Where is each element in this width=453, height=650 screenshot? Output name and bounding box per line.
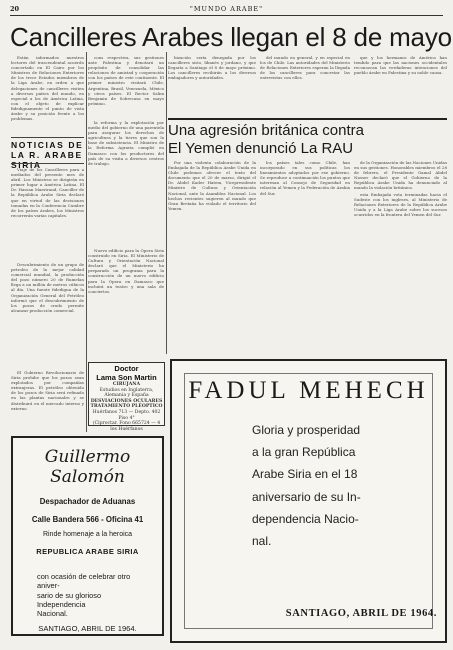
salomon-ad-body-2: sario de su glorioso Independencia — [37, 590, 102, 609]
article-column-11: Viaje de los Cancilleres para a mediados del presente mes de abril. Los Ministros se dirigirán en primer lugar a América Latina. El Dr. Hassan Marstrand, Canciller de la República Arabe Siria declaró que en virtud de las decisiones tomadas en la Conferencia Cumbre de los países árabes, los Ministros recorrerán varias capitales. — [11, 167, 84, 218]
doctor-ad-line: CIRUJANA — [112, 382, 141, 387]
page-number: 20 — [10, 5, 20, 13]
main-headline: Cancilleres Arabes llegan el 8 de mayo — [10, 22, 452, 52]
doctor-ad-line: Alemania y España — [104, 393, 149, 399]
article-column-5: del mundo en general, y en especial en los de Chile. Las autoridades del Ministerio de Relaciones Exteriores esperan la llegada de los cancilleres para concretar las entrevistas con ellos. — [260, 55, 350, 81]
doctor-ad-line: Estudios en Inglaterra, — [99, 387, 154, 393]
fadul-ad-line: aniversario de su In- — [252, 489, 361, 504]
doctor-ad-line: TRATAMIENTO PLÉOPTICO — [90, 404, 163, 410]
fadul-ad-date: SANTIAGO, ABRIL DE 1964. — [285, 608, 437, 619]
article-column-3: la reforma y la explotación por medio del gobierno de una parentela para asegurar los derechos de agricultura y la tierra que son la base de subsistencia. El Ministro de la Reforma Agraria cumplió en Damasco con los productores del país de su visita a diversos centros de trabajo. — [88, 120, 164, 166]
doctor-ad-line: DESVIACIONES OCULARES — [90, 398, 163, 404]
salomon-ad-body-3: Nacional. — [37, 609, 68, 619]
salomon-ad-body-1: con ocasión de celebrar otro aniver- — [37, 572, 131, 591]
article-column-9: de la Organización de las Naciones Unidas en sus gestiones. Honorables miembros el 28 de febrero, el Presidente Gamal Abdel Nasser declaró que el Gobierno de la República Arabe Unida ha denunciado al mundo la violación británica. esta Embajada vota terminadas hacia el Sudeste con los ingleses, al Ministerio de Relaciones Exteriores de la República Arabe Unida y a la Liga Arabe sobre los sucesos ocurridos en la frontera del Yemen del Sur. — [354, 160, 447, 217]
section-rule-top — [11, 137, 84, 138]
sub-headline — [168, 118, 447, 158]
doctor-ad-line: (Ciproctar. Fono 665724 — 4 — [92, 421, 161, 427]
doctor-ad-line: Piso 4° — [118, 415, 135, 421]
article-column-4: bización sería denegada por los cancilleres sirio, libanés y jordano, y que llegaría a Santiago el 8 de mayo próximo. Los cancilleres recibirán a los diversos embajadores y autoridades. — [168, 55, 256, 81]
doctor-ad — [88, 362, 165, 432]
doctor-ad-title: Doctor — [114, 364, 139, 373]
salomon-ad-republic: REPUBLICA ARABE SIRIA — [36, 547, 139, 556]
column-divider — [166, 52, 167, 354]
salomon-ad-date: SANTIAGO, ABRIL DE 1964. — [38, 624, 137, 634]
article-column-14: Nuevo edificio para la Opera Siria construido en Siria. El Ministerio de Cultura y Orientación Nacional declaró que el Ministerio ha preparado un programa para la construcción de un nuevo edificio para la Opera en Damasco que incluirá un teatro y una sala de conciertos. — [88, 248, 164, 294]
doctor-ad-name: Lama Son Martin — [96, 372, 157, 382]
article-column-2: cons respectiva, sus gestiones ante Palestina y denotará un propósito de consolidar las relaciones de amistad y cooperación con los países de este continente. El primer ministro visitará Chile, Argentina, Brasil, Venezuela, México y otros países. El Rector Salim Benjamin de Sobrecasa en mayo próximo. — [88, 55, 164, 106]
article-column-7: Por una violenta colaboración de la Embajada de la República Arabe Unida en Chile podemos ofrecer el texto del documento que el 20 de marzo, dirigió el Dr. Abdel Kader Hatem, Vicepresidente Ministro de Cultura y Orientación Nacional, ante la Asamblea Nacional. Los hechos recientes sugieren al mundo que Gran Bretaña ha violado el territorio del Yemen. — [168, 160, 256, 211]
article-column-12: Descubrimiento de un grupo de petroleo de la mejor calidad comercial mundial, la producción del pozo número 20 de Rumelan llega a un millón de metros cúbicos al día. Una fuente fidedigna de la Organización General del Petróleo informó que el descubrimiento de los pozos de crudo permite alcanzar producción comercial. — [11, 262, 84, 313]
fadul-ad — [170, 359, 447, 643]
fadul-ad-line: a la gran República — [252, 445, 356, 460]
column-divider — [86, 52, 87, 432]
salomon-ad — [11, 436, 164, 636]
fadul-ad-line: Arabe Siria en el 18 — [252, 467, 358, 482]
doctor-ad-line: Huérfanos 713 — Depto. 402 — [92, 409, 161, 415]
section-title: NOTICIAS DE LA R. ARABE SIRIA — [11, 140, 84, 170]
header-rule — [10, 15, 443, 16]
salomon-ad-address: Calle Bandera 566 - Oficina 41 — [31, 515, 144, 524]
salomon-ad-name: Guillermo Salomón — [44, 447, 131, 487]
article-column-8: los países tales como Chile, han incorporado en sus políticas los lineamientos adoptados por ese gobierno. Se reproduce a continuación los puntos que interesan al Consejo de Seguridad en relación al Yemen y la Federación de Arabia del Sur. — [260, 160, 350, 196]
fadul-ad-body — [252, 419, 437, 552]
section-rule-bottom — [11, 163, 84, 164]
sub-headline-line-1: Una agresión británica contra — [168, 122, 364, 139]
salomon-ad-homage: Rinde homenaje a la heroica — [42, 531, 133, 538]
fadul-ad-name: FADUL MEHECH — [188, 377, 429, 404]
publication-title: "MUNDO ARABE" — [189, 5, 264, 13]
fadul-ad-line: Gloria y prosperidad — [252, 423, 361, 437]
doctor-ad-line: los Huérfanos — [110, 426, 143, 432]
article-column-1: Están informados nuestros lectores del trascendental acuerdo concertado en El Cairo por los Ministros de Relaciones Exteriores de los trece Estados miembros de la Liga Arabe, en orden a que delegaciones de cancilleres visiten a diversos países del mundo, en especial a los de América Latina, con el objeto de explicar fidedignamente el punto de vista árabe y su posición frente a los problemas. — [11, 55, 84, 122]
salomon-ad-role: Despachador de Aduanas — [39, 497, 136, 506]
sub-headline-line-2: El Yemen denunció La RAU — [168, 140, 354, 157]
fadul-ad-line: dependencia Nacio- — [252, 511, 359, 526]
fadul-ad-line: nal. — [252, 534, 272, 549]
article-column-6: que y los hermanos de América han tendido para que las naciones occidentales reconozcan las verdaderas intenciones del pueblo árabe en Palestina y su noble causa. — [354, 55, 447, 76]
article-column-13: El Gobierno Revolucionario de Siria prohibe que los pozos sean explotados por compañías extranjeras. El petróleo obtenido de los pozos de Siria será refinado en las plantas nacionales y se distribuirá en el mercado interno y externo. — [11, 370, 84, 411]
